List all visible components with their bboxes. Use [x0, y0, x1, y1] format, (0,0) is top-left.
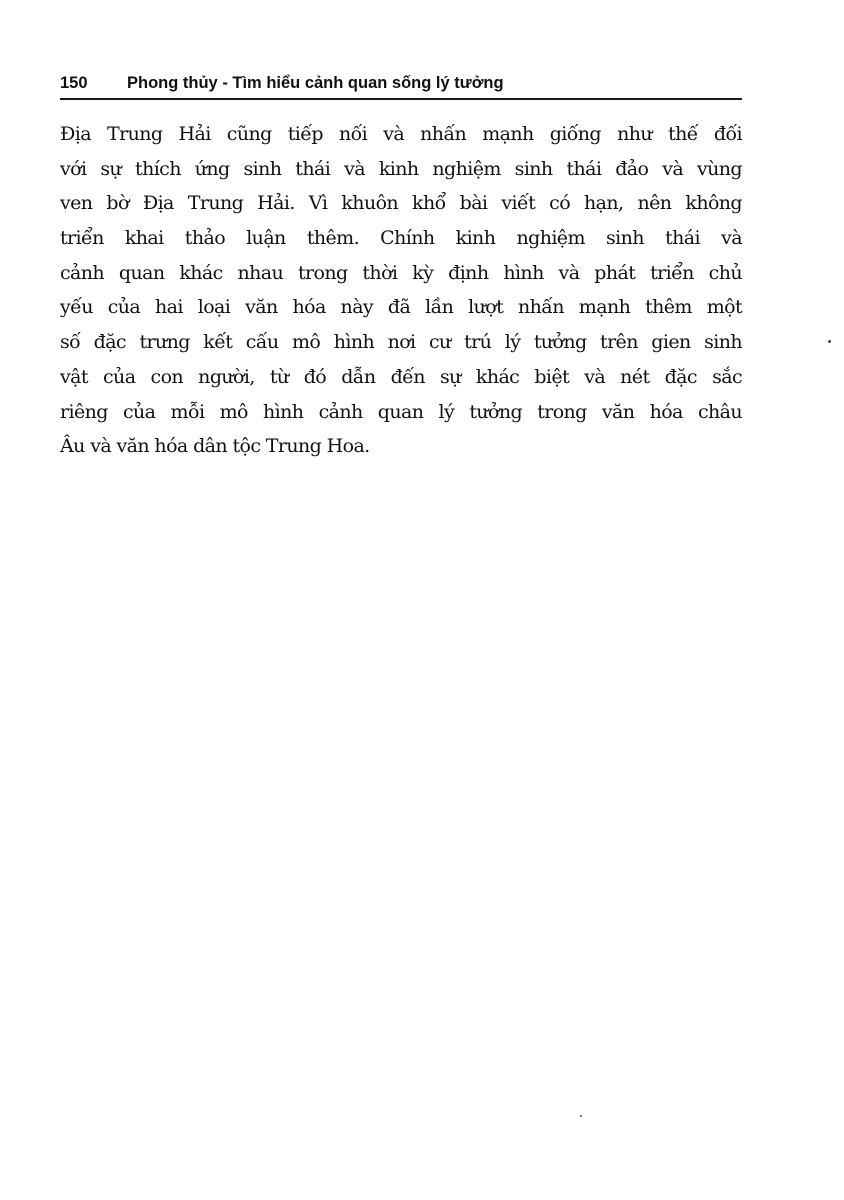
text-line: với sự thích ứng sinh thái và kinh nghiệm sinh thái đảo và vùng — [60, 157, 742, 180]
scan-speck — [580, 1115, 582, 1117]
text-line: ven bờ Địa Trung Hải. Vì khuôn khổ bài viết có hạn, nên không — [60, 192, 742, 215]
text-line: Địa Trung Hải cũng tiếp nối và nhấn mạnh giống như thế đối — [60, 123, 742, 145]
page-number: 150 — [60, 74, 88, 92]
text-line: cảnh quan khác nhau trong thời kỳ định hình và phát triển chủ — [60, 261, 742, 284]
text-line: yếu của hai loại văn hóa này đã lần lượt nhấn mạnh thêm một — [60, 296, 742, 319]
text-line: Âu và văn hóa dân tộc Trung Hoa. — [60, 435, 370, 458]
running-title: Phong thủy - Tìm hiểu cảnh quan sống lý tưởng — [127, 74, 504, 92]
body-paragraph — [60, 117, 742, 464]
text-line: triển khai thảo luận thêm. Chính kinh nghiệm sinh thái và — [60, 227, 742, 250]
page-header — [60, 72, 742, 100]
scan-speck — [828, 340, 831, 343]
text-line: riêng của mỗi mô hình cảnh quan lý tưởng trong văn hóa châu — [60, 400, 742, 423]
text-line: số đặc trưng kết cấu mô hình nơi cư trú lý tưởng trên gien sinh — [60, 331, 742, 354]
text-line: vật của con người, từ đó dẫn đến sự khác biệt và nét đặc sắc — [60, 365, 742, 388]
